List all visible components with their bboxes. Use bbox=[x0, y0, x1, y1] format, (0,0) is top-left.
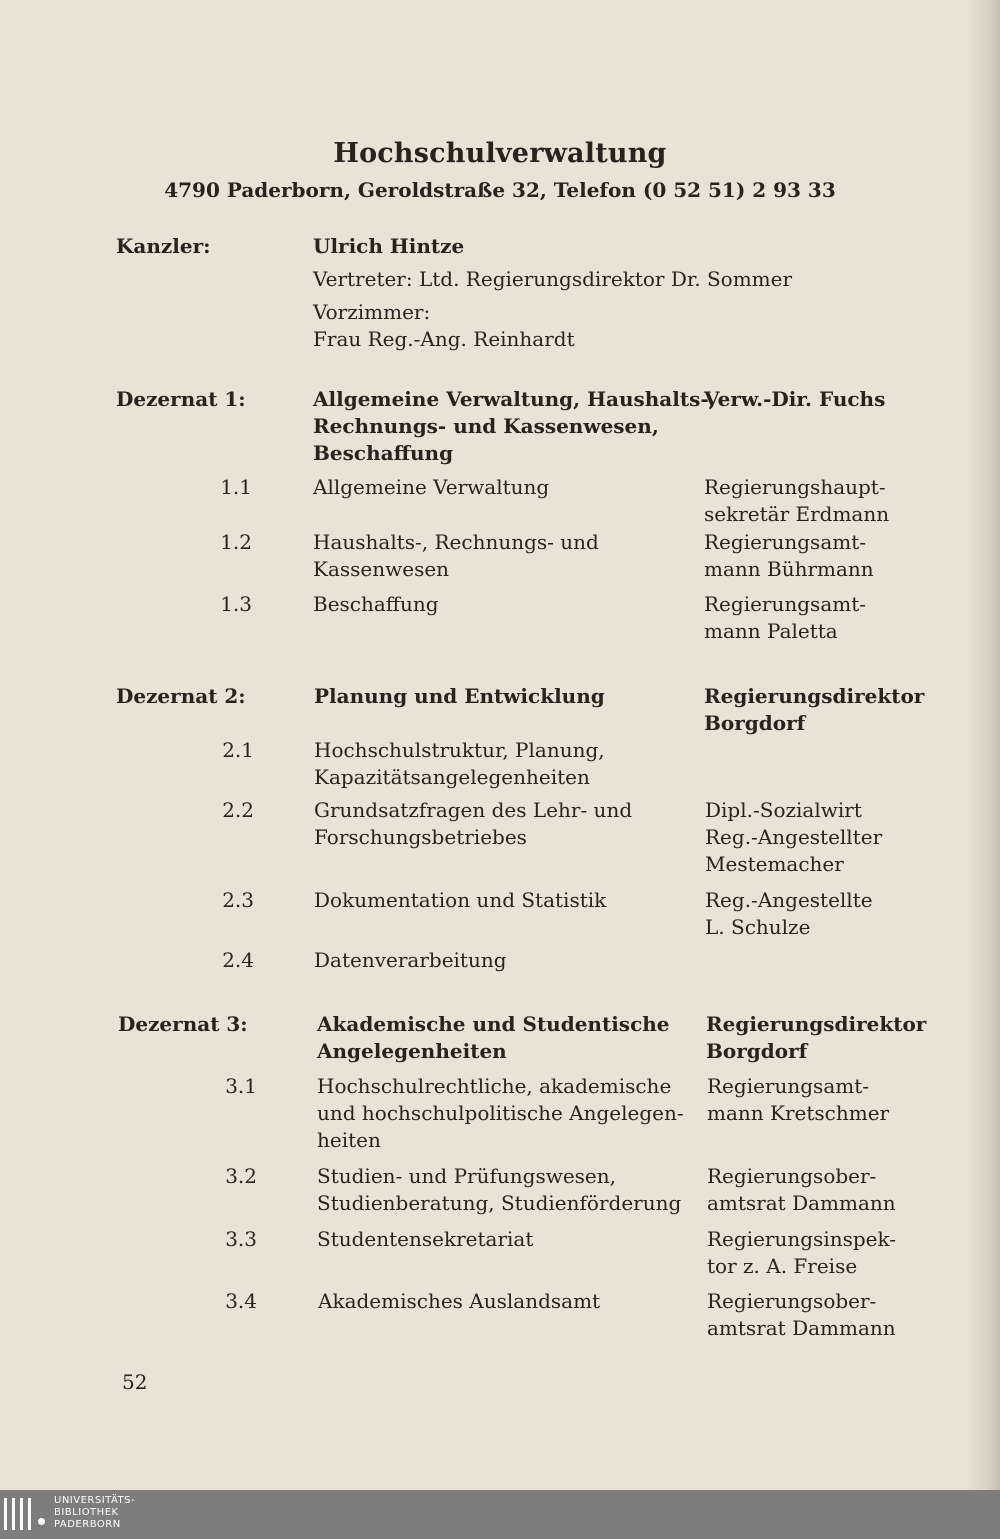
item-text bbox=[317, 1163, 681, 1217]
item-number: 3.4 bbox=[225, 1289, 257, 1313]
person-line: L. Schulze bbox=[705, 915, 811, 939]
item-text bbox=[318, 1288, 600, 1315]
text-line: Forschungsbetriebes bbox=[314, 825, 527, 849]
kanzler-name: Ulrich Hintze bbox=[313, 234, 465, 258]
dezernat-1-label: Dezernat 1: bbox=[116, 387, 246, 411]
item-text bbox=[317, 1226, 533, 1253]
text-line: Datenverarbeitung bbox=[314, 948, 507, 972]
item-person bbox=[707, 1288, 896, 1342]
person-line: Regierungsamt- bbox=[707, 1074, 870, 1098]
kanzler-vorzimmer-label: Vorzimmer: bbox=[313, 300, 431, 324]
dezernat-3-head bbox=[706, 1011, 926, 1065]
text-line: Studien- und Prüfungswesen, bbox=[317, 1164, 616, 1188]
item-number: 2.2 bbox=[222, 798, 254, 822]
text-line: Studienberatung, Studienförderung bbox=[317, 1191, 682, 1215]
item-person bbox=[705, 797, 882, 878]
library-logo-icon bbox=[4, 1498, 44, 1530]
person-line: Regierungsinspek- bbox=[707, 1227, 897, 1251]
person-line: sekretär Erdmann bbox=[704, 502, 890, 526]
text-line: Beschaffung bbox=[313, 592, 439, 616]
item-number: 1.2 bbox=[220, 530, 252, 554]
page-number: 52 bbox=[122, 1370, 148, 1394]
item-person bbox=[705, 887, 873, 941]
item-person bbox=[704, 591, 866, 645]
person-line: Regierungsober- bbox=[707, 1289, 877, 1313]
item-text bbox=[317, 1073, 684, 1154]
title-line: Angelegenheiten bbox=[317, 1039, 507, 1063]
library-name-line: PADERBORN bbox=[54, 1519, 121, 1530]
page-title: Hochschulverwaltung bbox=[333, 138, 667, 169]
item-text bbox=[313, 529, 599, 583]
person-line: mann Bührmann bbox=[704, 557, 874, 581]
dezernat-1-head: Verw.-Dir. Fuchs bbox=[704, 387, 886, 411]
person-line: amtsrat Dammann bbox=[707, 1191, 896, 1215]
person-line: mann Paletta bbox=[704, 619, 838, 643]
head-line: Regierungsdirektor bbox=[706, 1012, 927, 1036]
person-line: Regierungsamt- bbox=[704, 592, 867, 616]
kanzler-label: Kanzler: bbox=[116, 234, 211, 258]
title-line: Beschaffung bbox=[313, 441, 454, 465]
item-text bbox=[314, 797, 632, 851]
logo-dot-icon bbox=[38, 1518, 45, 1525]
person-line: tor z. A. Freise bbox=[707, 1254, 858, 1278]
item-text bbox=[314, 947, 507, 974]
title-line: Rechnungs- und Kassenwesen, bbox=[313, 414, 659, 438]
kanzler-vorzimmer-name: Frau Reg.-Ang. Reinhardt bbox=[313, 327, 575, 351]
text-line: Kapazitätsangelegenheiten bbox=[314, 765, 590, 789]
item-person bbox=[707, 1163, 896, 1217]
library-footer-bar bbox=[0, 1490, 1000, 1539]
text-line: Grundsatzfragen des Lehr- und bbox=[314, 798, 633, 822]
dezernat-2-head bbox=[704, 683, 924, 737]
item-text bbox=[313, 474, 549, 501]
person-line: amtsrat Dammann bbox=[707, 1316, 896, 1340]
library-name-line: BIBLIOTHEK bbox=[54, 1507, 119, 1518]
text-line: Hochschulrechtliche, akademische bbox=[317, 1074, 672, 1098]
person-line: Regierungsober- bbox=[707, 1164, 877, 1188]
dezernat-3-label: Dezernat 3: bbox=[118, 1012, 248, 1036]
dezernat-1-title bbox=[313, 386, 716, 467]
head-line: Borgdorf bbox=[704, 711, 806, 735]
person-line: Regierungshaupt- bbox=[704, 475, 886, 499]
text-line: Allgemeine Verwaltung bbox=[313, 475, 550, 499]
head-line: Regierungsdirektor bbox=[704, 684, 925, 708]
item-text bbox=[314, 737, 605, 791]
text-line: Dokumentation und Statistik bbox=[314, 888, 607, 912]
person-line: Regierungsamt- bbox=[704, 530, 867, 554]
item-number: 2.3 bbox=[222, 888, 254, 912]
title-line: Akademische und Studentische bbox=[317, 1012, 670, 1036]
text-line: Kassenwesen bbox=[313, 557, 450, 581]
item-text bbox=[314, 887, 606, 914]
item-number: 1.1 bbox=[220, 475, 252, 499]
text-line: Hochschulstruktur, Planung, bbox=[314, 738, 605, 762]
person-line: mann Kretschmer bbox=[707, 1101, 890, 1125]
title-line: Allgemeine Verwaltung, Haushalts-, bbox=[313, 387, 716, 411]
item-person bbox=[707, 1073, 889, 1127]
item-person bbox=[704, 474, 889, 528]
kanzler-vertreter: Vertreter: Ltd. Regierungsdirektor Dr. Sommer bbox=[313, 267, 793, 291]
item-person bbox=[707, 1226, 896, 1280]
address-line: 4790 Paderborn, Geroldstraße 32, Telefon (0 52 51) 2 93 33 bbox=[164, 178, 836, 202]
person-line: Mestemacher bbox=[705, 852, 844, 876]
dezernat-3-title bbox=[317, 1011, 670, 1065]
person-line: Reg.-Angestellter bbox=[705, 825, 883, 849]
dezernat-2-label: Dezernat 2: bbox=[116, 684, 246, 708]
item-person bbox=[704, 529, 874, 583]
text-line: und hochschulpolitische Angelegen- bbox=[317, 1101, 684, 1125]
item-number: 3.2 bbox=[225, 1164, 257, 1188]
person-line: Dipl.-Sozialwirt bbox=[705, 798, 862, 822]
text-line: heiten bbox=[317, 1128, 381, 1152]
dezernat-2-title: Planung und Entwicklung bbox=[314, 684, 605, 708]
text-line: Haushalts-, Rechnungs- und bbox=[313, 530, 599, 554]
library-name bbox=[54, 1495, 135, 1531]
item-number: 3.1 bbox=[225, 1074, 257, 1098]
page-edge-shadow bbox=[966, 0, 1000, 1490]
head-line: Borgdorf bbox=[706, 1039, 808, 1063]
item-number: 3.3 bbox=[225, 1227, 257, 1251]
library-name-line: UNIVERSITÄTS- bbox=[54, 1495, 136, 1506]
item-number: 2.1 bbox=[222, 738, 254, 762]
item-number: 1.3 bbox=[220, 592, 252, 616]
text-line: Akademisches Auslandsamt bbox=[318, 1289, 601, 1313]
person-line: Reg.-Angestellte bbox=[705, 888, 873, 912]
item-number: 2.4 bbox=[222, 948, 254, 972]
item-text bbox=[313, 591, 439, 618]
text-line: Studentensekretariat bbox=[317, 1227, 534, 1251]
